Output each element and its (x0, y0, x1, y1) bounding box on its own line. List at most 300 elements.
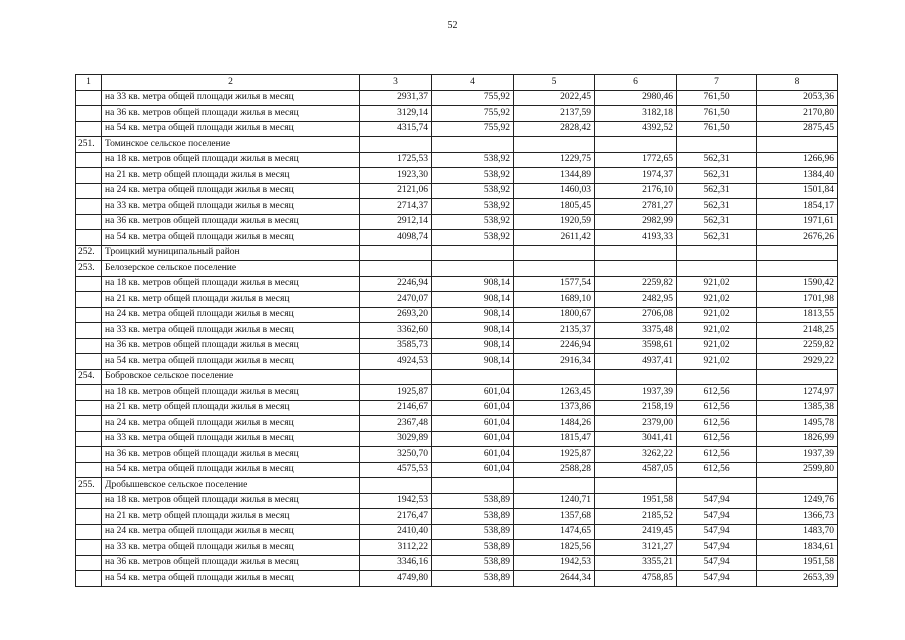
value-cell: 4587,05 (595, 462, 677, 478)
value-cell: 2379,00 (595, 416, 677, 432)
value-cell: 2828,42 (514, 121, 595, 137)
table-row (76, 369, 838, 385)
value-cell: 562,31 (677, 199, 757, 215)
value-cell: 2916,34 (514, 354, 595, 370)
row-label-cell: на 33 кв. метра общей площади жилья в месяц (102, 540, 360, 556)
value-cell: 2158,19 (595, 400, 677, 416)
value-cell: 4392,52 (595, 121, 677, 137)
value-cell: 2781,27 (595, 199, 677, 215)
table-row (76, 338, 838, 354)
value-cell: 1373,86 (514, 400, 595, 416)
value-cell (595, 261, 677, 277)
value-cell: 2410,40 (360, 524, 432, 540)
value-cell (432, 261, 514, 277)
value-cell: 2482,95 (595, 292, 677, 308)
value-cell: 1366,73 (757, 509, 838, 525)
value-cell: 1249,76 (757, 493, 838, 509)
value-cell: 1834,61 (757, 540, 838, 556)
table-row (76, 571, 838, 587)
value-cell: 908,14 (432, 323, 514, 339)
value-cell: 562,31 (677, 168, 757, 184)
column-number-header: 8 (757, 75, 838, 91)
value-cell (514, 261, 595, 277)
row-number-cell (76, 199, 102, 215)
value-cell: 3129,14 (360, 106, 432, 122)
row-number-cell (76, 292, 102, 308)
value-cell (360, 137, 432, 153)
value-cell: 1725,53 (360, 152, 432, 168)
value-cell: 3598,61 (595, 338, 677, 354)
row-number-cell (76, 509, 102, 525)
value-cell (432, 478, 514, 494)
value-cell: 4315,74 (360, 121, 432, 137)
value-cell: 612,56 (677, 462, 757, 478)
row-label-cell: на 54 кв. метра общей площади жилья в месяц (102, 121, 360, 137)
row-number-cell: 252. (76, 245, 102, 261)
value-cell: 1854,17 (757, 199, 838, 215)
value-cell (677, 369, 757, 385)
value-cell: 612,56 (677, 385, 757, 401)
value-cell: 1826,99 (757, 431, 838, 447)
table-row (76, 292, 838, 308)
value-cell: 3355,21 (595, 555, 677, 571)
value-cell: 2599,80 (757, 462, 838, 478)
value-cell (677, 137, 757, 153)
row-label-cell: на 18 кв. метров общей площади жилья в месяц (102, 493, 360, 509)
value-cell: 3121,27 (595, 540, 677, 556)
value-cell: 1800,67 (514, 307, 595, 323)
table-row (76, 307, 838, 323)
row-number-cell (76, 524, 102, 540)
row-number-cell (76, 121, 102, 137)
value-cell: 562,31 (677, 214, 757, 230)
value-cell: 1937,39 (595, 385, 677, 401)
row-label-cell: на 36 кв. метров общей площади жилья в месяц (102, 338, 360, 354)
row-number-cell (76, 493, 102, 509)
value-cell: 612,56 (677, 431, 757, 447)
value-cell: 908,14 (432, 307, 514, 323)
value-cell: 2714,37 (360, 199, 432, 215)
value-cell: 761,50 (677, 106, 757, 122)
table-row (76, 509, 838, 525)
page-number: 52 (447, 20, 458, 31)
row-number-cell (76, 431, 102, 447)
table-row (76, 168, 838, 184)
value-cell: 2611,42 (514, 230, 595, 246)
row-label-cell: на 54 кв. метра общей площади жилья в месяц (102, 462, 360, 478)
value-cell: 1825,56 (514, 540, 595, 556)
column-number-header: 5 (514, 75, 595, 91)
row-number-cell (76, 106, 102, 122)
value-cell: 1974,37 (595, 168, 677, 184)
row-label-cell: на 36 кв. метров общей площади жилья в месяц (102, 106, 360, 122)
row-label-cell: на 36 кв. метров общей площади жилья в месяц (102, 555, 360, 571)
row-label-cell: на 18 кв. метров общей площади жилья в месяц (102, 276, 360, 292)
table-row (76, 493, 838, 509)
tariff-table (75, 74, 838, 587)
value-cell (432, 369, 514, 385)
row-label-cell: на 54 кв. метра общей площади жилья в месяц (102, 230, 360, 246)
value-cell: 601,04 (432, 416, 514, 432)
value-cell: 908,14 (432, 354, 514, 370)
row-label-cell: на 33 кв. метра общей площади жилья в месяц (102, 199, 360, 215)
row-label-cell: на 24 кв. метра общей площади жилья в месяц (102, 307, 360, 323)
row-label-cell: Троицкий муниципальный район (102, 245, 360, 261)
value-cell: 2137,59 (514, 106, 595, 122)
value-cell: 1501,84 (757, 183, 838, 199)
column-number-header: 2 (102, 75, 360, 91)
value-cell: 538,92 (432, 168, 514, 184)
row-number-cell (76, 462, 102, 478)
value-cell: 1942,53 (514, 555, 595, 571)
value-cell: 1266,96 (757, 152, 838, 168)
value-cell: 3029,89 (360, 431, 432, 447)
value-cell: 2419,45 (595, 524, 677, 540)
value-cell: 538,92 (432, 214, 514, 230)
value-cell: 612,56 (677, 447, 757, 463)
value-cell: 538,92 (432, 230, 514, 246)
value-cell (514, 137, 595, 153)
value-cell: 921,02 (677, 323, 757, 339)
value-cell: 547,94 (677, 509, 757, 525)
table-row (76, 524, 838, 540)
table-row (76, 462, 838, 478)
value-cell (595, 137, 677, 153)
row-label-cell: на 18 кв. метров общей площади жилья в месяц (102, 152, 360, 168)
value-cell (595, 245, 677, 261)
value-cell: 1344,89 (514, 168, 595, 184)
value-cell: 2146,67 (360, 400, 432, 416)
value-cell: 3346,16 (360, 555, 432, 571)
value-cell: 1474,65 (514, 524, 595, 540)
value-cell: 1495,78 (757, 416, 838, 432)
value-cell: 1805,45 (514, 199, 595, 215)
column-number-header: 6 (595, 75, 677, 91)
value-cell: 4937,41 (595, 354, 677, 370)
value-cell: 547,94 (677, 493, 757, 509)
row-number-cell (76, 571, 102, 587)
table-header-row (76, 75, 838, 91)
value-cell: 1460,03 (514, 183, 595, 199)
value-cell (360, 478, 432, 494)
value-cell: 1701,98 (757, 292, 838, 308)
value-cell: 921,02 (677, 354, 757, 370)
value-cell (360, 245, 432, 261)
table-row (76, 431, 838, 447)
value-cell (677, 261, 757, 277)
value-cell: 547,94 (677, 555, 757, 571)
table-row (76, 385, 838, 401)
value-cell: 1937,39 (757, 447, 838, 463)
row-label-cell: Бобровское сельское поселение (102, 369, 360, 385)
column-number-header: 1 (76, 75, 102, 91)
row-label-cell: на 21 кв. метр общей площади жилья в месяц (102, 400, 360, 416)
table-row (76, 478, 838, 494)
value-cell: 755,92 (432, 90, 514, 106)
row-label-cell: Томинское сельское поселение (102, 137, 360, 153)
table-row (76, 447, 838, 463)
value-cell: 538,92 (432, 183, 514, 199)
row-number-cell (76, 400, 102, 416)
value-cell (360, 369, 432, 385)
value-cell: 921,02 (677, 292, 757, 308)
table-row (76, 137, 838, 153)
value-cell: 1229,75 (514, 152, 595, 168)
value-cell (514, 245, 595, 261)
value-cell: 2367,48 (360, 416, 432, 432)
value-cell: 562,31 (677, 152, 757, 168)
value-cell: 2693,20 (360, 307, 432, 323)
value-cell: 1590,42 (757, 276, 838, 292)
value-cell: 547,94 (677, 540, 757, 556)
table-row (76, 261, 838, 277)
value-cell (595, 478, 677, 494)
column-number-header: 3 (360, 75, 432, 91)
row-number-cell (76, 230, 102, 246)
row-label-cell: на 54 кв. метра общей площади жилья в месяц (102, 354, 360, 370)
row-label-cell: Дробышевское сельское поселение (102, 478, 360, 494)
value-cell: 3375,48 (595, 323, 677, 339)
column-number-header: 7 (677, 75, 757, 91)
value-cell: 562,31 (677, 183, 757, 199)
row-number-cell: 255. (76, 478, 102, 494)
value-cell: 4758,85 (595, 571, 677, 587)
row-number-cell (76, 416, 102, 432)
value-cell: 2912,14 (360, 214, 432, 230)
value-cell: 908,14 (432, 292, 514, 308)
row-number-cell (76, 555, 102, 571)
value-cell: 2875,45 (757, 121, 838, 137)
value-cell: 538,92 (432, 199, 514, 215)
value-cell: 2676,26 (757, 230, 838, 246)
row-number-cell (76, 152, 102, 168)
value-cell: 921,02 (677, 338, 757, 354)
value-cell: 761,50 (677, 90, 757, 106)
table-row (76, 106, 838, 122)
value-cell: 4193,33 (595, 230, 677, 246)
row-label-cell: на 21 кв. метр общей площади жилья в месяц (102, 292, 360, 308)
value-cell: 538,89 (432, 571, 514, 587)
column-number-header: 4 (432, 75, 514, 91)
table-row (76, 90, 838, 106)
value-cell: 755,92 (432, 121, 514, 137)
value-cell: 538,89 (432, 540, 514, 556)
value-cell: 2259,82 (595, 276, 677, 292)
value-cell: 1813,55 (757, 307, 838, 323)
value-cell: 2931,37 (360, 90, 432, 106)
table-row (76, 276, 838, 292)
value-cell: 2053,36 (757, 90, 838, 106)
value-cell: 3112,22 (360, 540, 432, 556)
value-cell: 547,94 (677, 571, 757, 587)
value-cell (595, 369, 677, 385)
value-cell: 2644,34 (514, 571, 595, 587)
row-number-cell (76, 354, 102, 370)
value-cell: 3585,73 (360, 338, 432, 354)
value-cell: 2470,07 (360, 292, 432, 308)
value-cell (757, 478, 838, 494)
value-cell: 3182,18 (595, 106, 677, 122)
value-cell: 601,04 (432, 400, 514, 416)
row-label-cell: на 33 кв. метра общей площади жилья в месяц (102, 431, 360, 447)
value-cell: 1925,87 (514, 447, 595, 463)
value-cell (757, 245, 838, 261)
value-cell: 1274,97 (757, 385, 838, 401)
table-row (76, 183, 838, 199)
row-label-cell: на 24 кв. метра общей площади жилья в месяц (102, 416, 360, 432)
value-cell (757, 137, 838, 153)
value-cell: 4098,74 (360, 230, 432, 246)
value-cell: 1385,38 (757, 400, 838, 416)
value-cell (432, 137, 514, 153)
table-row (76, 199, 838, 215)
value-cell: 2706,08 (595, 307, 677, 323)
value-cell (757, 261, 838, 277)
value-cell: 2148,25 (757, 323, 838, 339)
value-cell: 2929,22 (757, 354, 838, 370)
value-cell: 601,04 (432, 385, 514, 401)
value-cell: 2176,10 (595, 183, 677, 199)
table-row (76, 416, 838, 432)
row-label-cell: на 36 кв. метров общей площади жилья в месяц (102, 214, 360, 230)
value-cell: 908,14 (432, 276, 514, 292)
value-cell: 1971,61 (757, 214, 838, 230)
value-cell: 1951,58 (757, 555, 838, 571)
value-cell: 538,89 (432, 509, 514, 525)
value-cell (514, 478, 595, 494)
value-cell (677, 478, 757, 494)
value-cell: 601,04 (432, 447, 514, 463)
row-number-cell (76, 447, 102, 463)
value-cell: 601,04 (432, 462, 514, 478)
value-cell: 2185,52 (595, 509, 677, 525)
row-label-cell: Белозерское сельское поселение (102, 261, 360, 277)
row-label-cell: на 36 кв. метров общей площади жилья в месяц (102, 447, 360, 463)
table-row (76, 121, 838, 137)
value-cell (757, 369, 838, 385)
value-cell: 538,92 (432, 152, 514, 168)
row-number-cell (76, 168, 102, 184)
value-cell: 2980,46 (595, 90, 677, 106)
row-label-cell: на 54 кв. метра общей площади жилья в месяц (102, 571, 360, 587)
value-cell: 2246,94 (360, 276, 432, 292)
value-cell: 601,04 (432, 431, 514, 447)
row-number-cell (76, 338, 102, 354)
value-cell: 908,14 (432, 338, 514, 354)
value-cell: 1689,10 (514, 292, 595, 308)
row-label-cell: на 33 кв. метра общей площади жилья в месяц (102, 90, 360, 106)
value-cell: 921,02 (677, 307, 757, 323)
row-number-cell: 253. (76, 261, 102, 277)
value-cell: 538,89 (432, 524, 514, 540)
row-label-cell: на 24 кв. метра общей площади жилья в месяц (102, 183, 360, 199)
value-cell: 1925,87 (360, 385, 432, 401)
value-cell: 2176,47 (360, 509, 432, 525)
row-label-cell: на 21 кв. метр общей площади жилья в месяц (102, 168, 360, 184)
value-cell: 612,56 (677, 400, 757, 416)
value-cell: 2246,94 (514, 338, 595, 354)
value-cell: 1920,59 (514, 214, 595, 230)
value-cell: 921,02 (677, 276, 757, 292)
value-cell: 1240,71 (514, 493, 595, 509)
value-cell: 1951,58 (595, 493, 677, 509)
value-cell: 1923,30 (360, 168, 432, 184)
row-number-cell (76, 307, 102, 323)
row-label-cell: на 33 кв. метра общей площади жилья в месяц (102, 323, 360, 339)
row-label-cell: на 21 кв. метр общей площади жилья в месяц (102, 509, 360, 525)
row-number-cell: 254. (76, 369, 102, 385)
tariff-table-container (75, 74, 838, 587)
value-cell (514, 369, 595, 385)
table-row (76, 540, 838, 556)
value-cell: 562,31 (677, 230, 757, 246)
value-cell: 2022,45 (514, 90, 595, 106)
value-cell (677, 245, 757, 261)
value-cell: 547,94 (677, 524, 757, 540)
row-number-cell: 251. (76, 137, 102, 153)
value-cell: 1357,68 (514, 509, 595, 525)
value-cell: 1772,65 (595, 152, 677, 168)
value-cell: 2170,80 (757, 106, 838, 122)
row-label-cell: на 24 кв. метра общей площади жилья в месяц (102, 524, 360, 540)
value-cell: 3262,22 (595, 447, 677, 463)
value-cell: 2653,39 (757, 571, 838, 587)
value-cell: 2259,82 (757, 338, 838, 354)
table-row (76, 245, 838, 261)
value-cell: 2588,28 (514, 462, 595, 478)
value-cell: 4749,80 (360, 571, 432, 587)
row-number-cell (76, 385, 102, 401)
value-cell: 1942,53 (360, 493, 432, 509)
value-cell: 4575,53 (360, 462, 432, 478)
value-cell: 1384,40 (757, 168, 838, 184)
value-cell: 761,50 (677, 121, 757, 137)
value-cell: 4924,53 (360, 354, 432, 370)
value-cell: 1263,45 (514, 385, 595, 401)
value-cell: 2121,06 (360, 183, 432, 199)
value-cell: 538,89 (432, 555, 514, 571)
value-cell: 1815,47 (514, 431, 595, 447)
row-number-cell (76, 540, 102, 556)
table-row (76, 230, 838, 246)
table-row (76, 555, 838, 571)
row-number-cell (76, 214, 102, 230)
value-cell: 2135,37 (514, 323, 595, 339)
value-cell: 3362,60 (360, 323, 432, 339)
table-row (76, 354, 838, 370)
row-number-cell (76, 90, 102, 106)
row-number-cell (76, 323, 102, 339)
value-cell: 755,92 (432, 106, 514, 122)
value-cell: 1484,26 (514, 416, 595, 432)
table-row (76, 323, 838, 339)
value-cell: 538,89 (432, 493, 514, 509)
row-number-cell (76, 276, 102, 292)
table-row (76, 400, 838, 416)
value-cell: 1483,70 (757, 524, 838, 540)
value-cell (360, 261, 432, 277)
value-cell: 1577,54 (514, 276, 595, 292)
value-cell: 3041,41 (595, 431, 677, 447)
value-cell: 3250,70 (360, 447, 432, 463)
table-row (76, 152, 838, 168)
value-cell (432, 245, 514, 261)
row-label-cell: на 18 кв. метров общей площади жилья в месяц (102, 385, 360, 401)
value-cell: 2982,99 (595, 214, 677, 230)
value-cell: 612,56 (677, 416, 757, 432)
row-number-cell (76, 183, 102, 199)
table-row (76, 214, 838, 230)
